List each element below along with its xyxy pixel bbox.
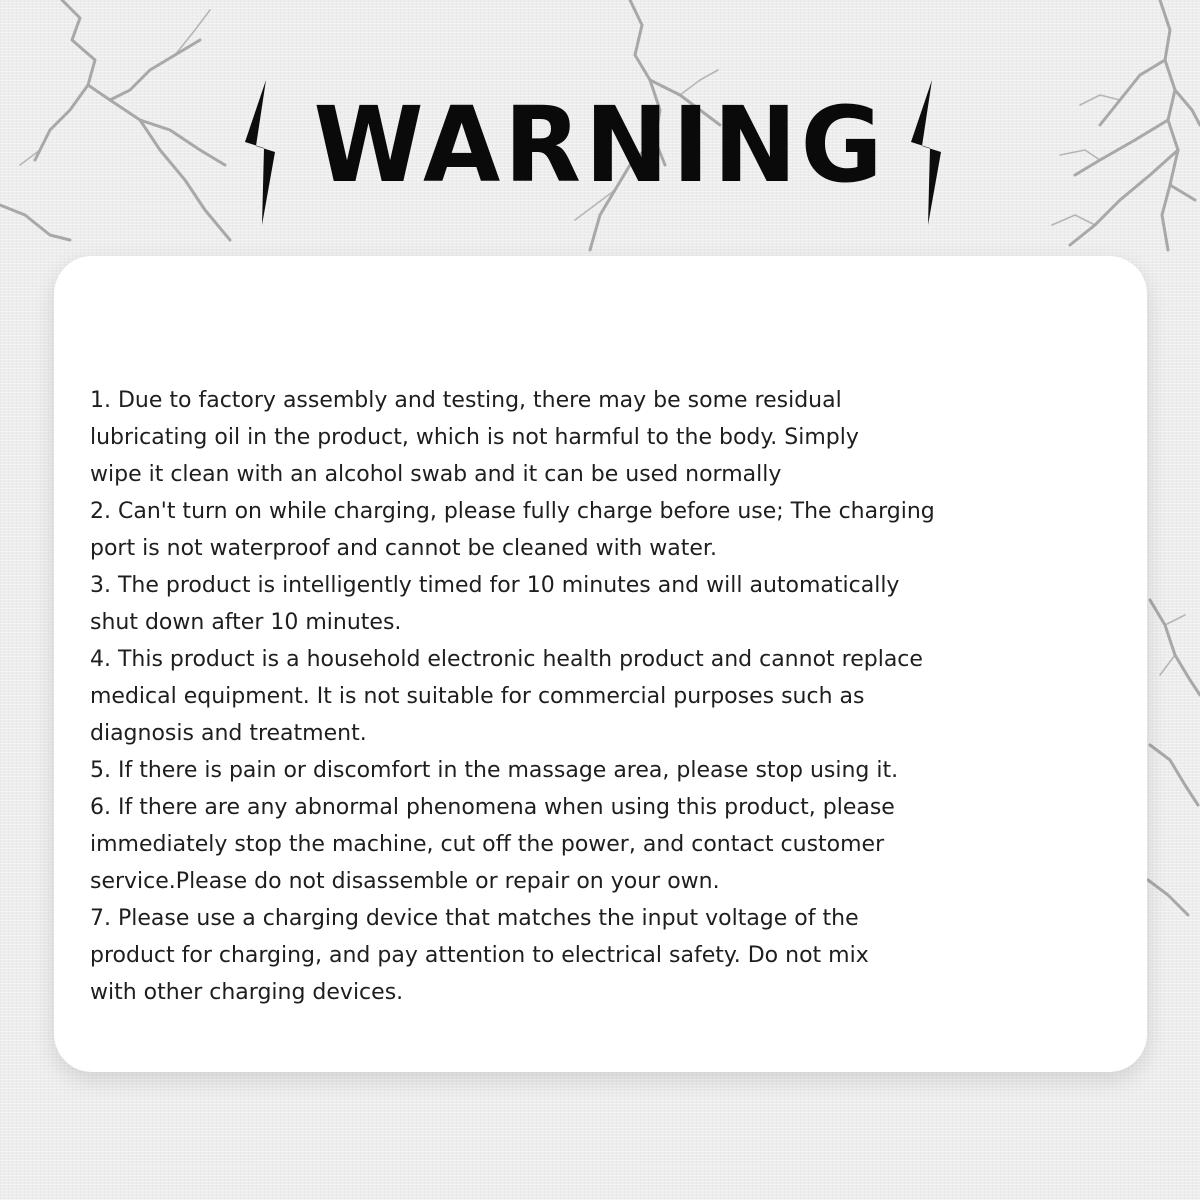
warning-header — [0, 70, 1200, 230]
warning-note-line: 2. Can't turn on while charging, please fully charge before use; The charging — [90, 499, 935, 524]
warning-note-line: service.Please do not disassemble or repair on your own. — [90, 869, 720, 894]
warning-note-line: 1. Due to factory assembly and testing, there may be some residual — [90, 388, 842, 413]
warning-note-line: 7. Please use a charging device that matches the input voltage of the — [90, 906, 859, 931]
warning-note-5 — [90, 752, 990, 789]
warning-note-line: 4. This product is a household electronic health product and cannot replace — [90, 647, 923, 672]
warning-note-line: 6. If there are any abnormal phenomena when using this product, please — [90, 795, 895, 820]
warning-note-1 — [90, 382, 990, 493]
warning-note-7 — [90, 900, 990, 1011]
lightning-bolt-icon — [240, 80, 280, 225]
warning-note-6 — [90, 789, 990, 900]
warning-note-line: product for charging, and pay attention to electrical safety. Do not mix — [90, 943, 869, 968]
warning-note-line: diagnosis and treatment. — [90, 721, 367, 746]
warning-note-3 — [90, 567, 990, 641]
warning-note-line: immediately stop the machine, cut off the power, and contact customer — [90, 832, 885, 857]
warning-note-line: with other charging devices. — [90, 980, 404, 1005]
warning-note-line: shut down after 10 minutes. — [90, 610, 402, 635]
warning-note-line: 5. If there is pain or discomfort in the massage area, please stop using it. — [90, 758, 899, 783]
warning-note-line: 3. The product is intelligently timed for 10 minutes and will automatically — [90, 573, 900, 598]
lightning-bolt-icon — [906, 80, 946, 225]
warning-title: WARNING — [313, 84, 887, 206]
warning-note-line: lubricating oil in the product, which is not harmful to the body. Simply — [90, 425, 859, 450]
warning-note-line: medical equipment. It is not suitable for commercial purposes such as — [90, 684, 865, 709]
warning-note-line: wipe it clean with an alcohol swab and it can be used normally — [90, 462, 782, 487]
warning-note-line: port is not waterproof and cannot be cleaned with water. — [90, 536, 717, 561]
warning-note-4 — [90, 641, 990, 752]
warning-note-2 — [90, 493, 990, 567]
warning-notes-list — [90, 382, 990, 1011]
